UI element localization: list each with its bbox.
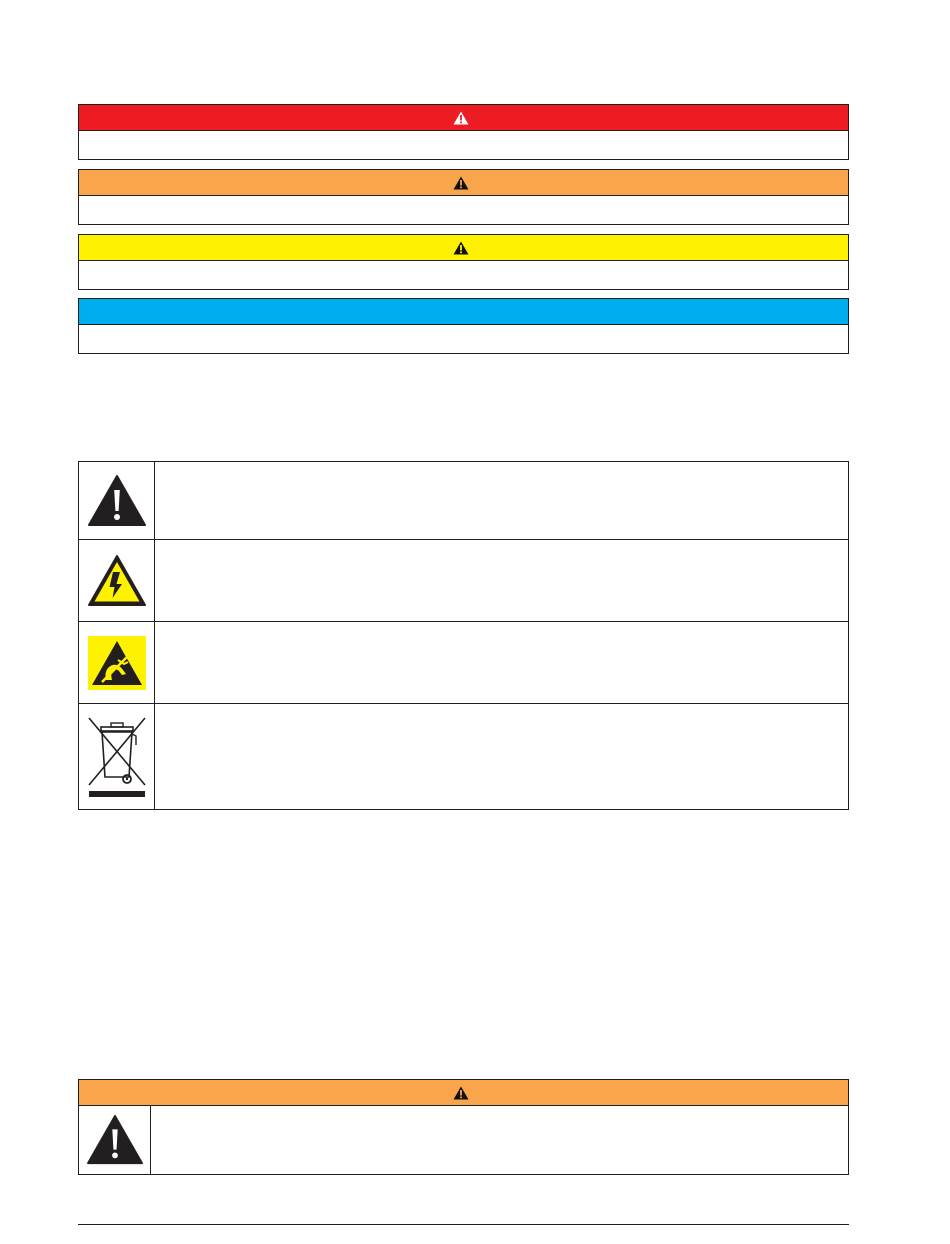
symbol-description [155,704,848,809]
symbol-cell [79,1106,151,1174]
warning-triangle-icon [453,241,469,255]
caution-header [79,235,848,261]
table-row [79,704,848,809]
table-row [79,622,848,704]
warning-label [78,169,849,225]
warning-body [79,196,848,224]
caution-label [78,234,849,290]
symbol-cell [79,540,155,621]
electrical-shock-icon [87,554,147,608]
weee-crossed-bin-icon [87,715,147,799]
table-row [79,540,848,622]
symbols-table [78,461,849,810]
bottom-warning-body [151,1106,848,1174]
notice-label [78,298,849,354]
table-row [79,462,848,540]
warning-triangle-icon [453,111,469,125]
warning-header [79,170,848,196]
danger-label [78,104,849,160]
symbol-description [155,462,848,539]
symbol-description [155,540,848,621]
symbol-cell [79,704,155,809]
warning-triangle-icon [453,176,469,190]
electrostatic-discharge-icon [88,636,146,690]
bottom-warning-label [78,1079,849,1175]
general-hazard-icon [86,1114,144,1166]
notice-body [79,325,848,353]
symbol-description [155,622,848,703]
bottom-warning-header [79,1080,848,1106]
bottom-warning-content [79,1106,848,1174]
danger-body [79,131,848,159]
caution-body [79,261,848,289]
warning-triangle-icon [453,1086,469,1100]
symbol-cell [79,462,155,539]
general-hazard-icon [87,474,147,528]
notice-header [79,299,848,325]
danger-header [79,105,848,131]
symbol-cell [79,622,155,703]
footer-rule [78,1224,849,1225]
